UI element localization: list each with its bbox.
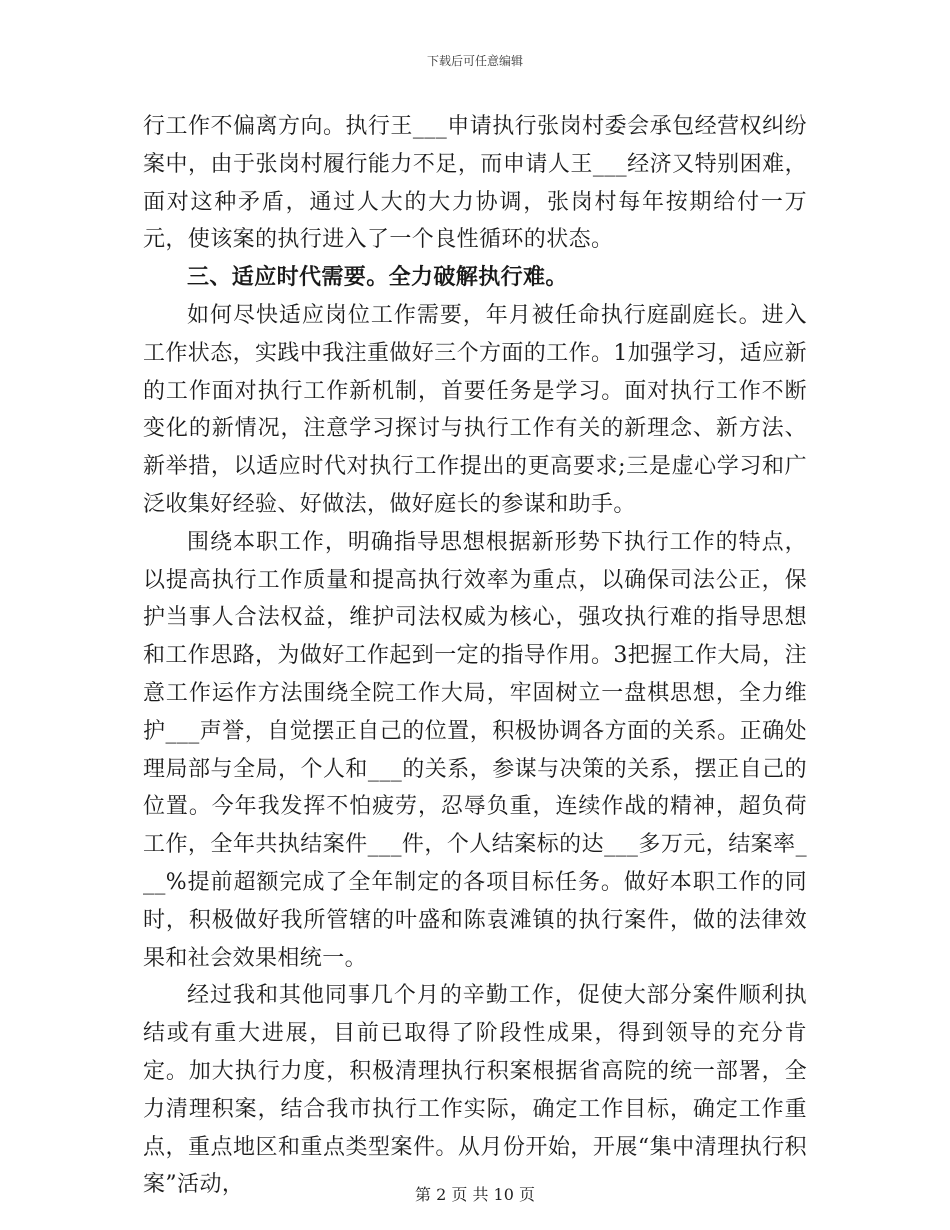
document-body — [143, 108, 807, 1204]
page-header: 下载后可任意编辑 — [426, 54, 523, 68]
paragraph: 如何尽快适应岗位工作需要，年月被任命执行庭副庭长。进入工作状态，实践中我注重做好三个方面的工作。1加强学习，适应新的工作面对执行工作新机制，首要任务是学习。面对执行工作不断变化的新情况，注意学习探讨与执行工作有关的新理念、新方法、新举措，以适应时代对执行工作提出的更高要求;三是虚心学习和广泛收集好经验、好做法，做好庭长的参谋和助手。 — [143, 302, 807, 517]
section-heading: 三、适应时代需要。全力破解执行难。 — [187, 264, 568, 291]
paragraph: 经过我和其他同事几个月的辛勤工作，促使大部分案件顺利执结或有重大进展，目前已取得了阶段性成果，得到领导的充分肯定。加大执行力度，积极清理执行积案根据省高院的统一部署，全力清理积案，结合我市执行工作实际，确定工作目标，确定工作重点，重点地区和重点类型案件。从月份开始，开展“集中清理执行积案”活动， — [143, 983, 807, 1198]
page-number: 第 2 页 共 10 页 — [415, 1185, 535, 1204]
paragraph-continuation: 行工作不偏离方向。执行王___申请执行张岗村委会承包经营权纠纷案中，由于张岗村履行能力不足，而申请人王___经济又特别困难，面对这种矛盾，通过人大的大力协调，张岗村每年按期给付一万元，使该案的执行进入了一个良性循环的状态。 — [143, 114, 807, 253]
paragraph: 围绕本职工作，明确指导思想根据新形势下执行工作的特点，以提高执行工作质量和提高执行效率为重点，以确保司法公正，保护当事人合法权益，维护司法权威为核心，强攻执行难的指导思想和工作思路，为做好工作起到一定的指导作用。3把握工作大局，注意工作运作方法围绕全院工作大局，牢固树立一盘棋思想，全力维护___声誉，自觉摆正自己的位置，积极协调各方面的关系。正确处理局部与全局，个人和___的关系，参谋与决策的关系，摆正自己的位置。今年我发挥不怕疲劳，忍辱负重，连续作战的精神，超负荷工作，全年共执结案件___件，个人结案标的达___多万元，结案率___%提前超额完成了全年制定的各项目标任务。做好本职工作的同时，积极做好我所管辖的叶盛和陈袁滩镇的执行案件，做的法律效果和社会效果相统一。 — [143, 529, 807, 971]
